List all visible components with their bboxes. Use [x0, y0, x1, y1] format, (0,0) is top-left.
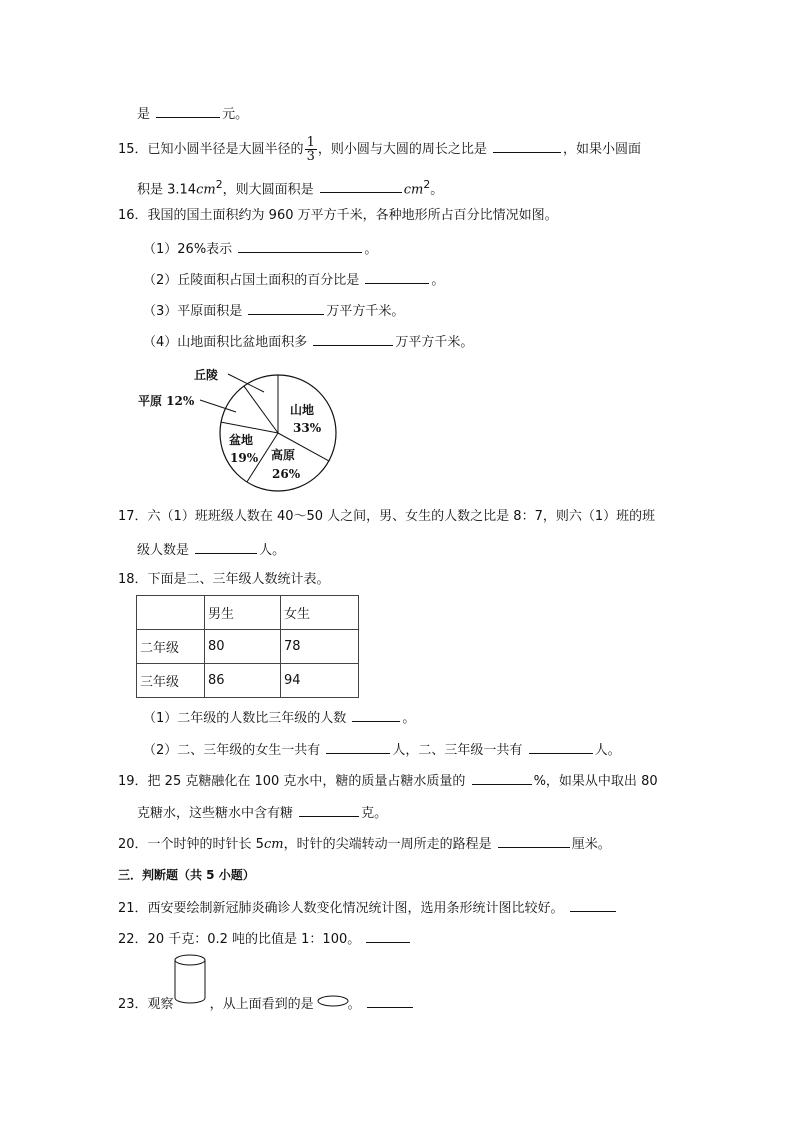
q16-sub2-a: （2）丘陵面积占国土面积的百分比是 — [143, 273, 360, 288]
q16-sub1-a: （1）26%表示 — [143, 242, 233, 257]
q20-number: 20． — [118, 837, 148, 852]
q21-blank[interactable] — [570, 897, 616, 912]
q19-line2 — [137, 802, 387, 824]
q17-number: 17． — [118, 509, 148, 524]
q19-text-b: %，如果从中取出 80 — [533, 774, 658, 789]
q16-blank-1[interactable] — [238, 238, 362, 253]
q18-sub2-b: 人，二、三年级一共有 — [392, 743, 523, 758]
label-plains: 平原 12% — [138, 394, 195, 408]
q15-blank-area[interactable] — [320, 178, 402, 193]
q21-number: 21． — [118, 901, 148, 916]
q15-number: 15． — [118, 142, 148, 157]
q18-blank-3[interactable] — [529, 739, 593, 754]
q21-text: 西安要绘制新冠肺炎确诊人数变化情况统计图，选用条形统计图比较好。 — [147, 901, 564, 916]
q17-text: 六（1）班班级人数在 40～50 人之间，男、女生的人数之比是 8：7，则六（1）班的班 — [147, 509, 656, 524]
table-row — [137, 664, 359, 698]
q15-text-a: 已知小圆半径是大圆半径的 — [147, 142, 304, 157]
q17-line2 — [137, 539, 285, 561]
q15-text-b: ，则小圆与大圆的周长之比是 — [317, 142, 487, 157]
q20-text-c: 厘米。 — [571, 837, 611, 852]
q16-blank-4[interactable] — [313, 331, 393, 346]
table-cell: 80 — [205, 630, 281, 664]
q14-suffix: 元。 — [222, 107, 249, 122]
q18-text: 下面是二、三年级人数统计表。 — [147, 572, 330, 587]
q17-line2-a: 级人数是 — [137, 543, 190, 558]
q18-sub2-c: 人。 — [594, 743, 621, 758]
q16-sub3 — [143, 300, 404, 322]
table-header-cell — [137, 596, 205, 630]
q15-line2 — [137, 175, 443, 200]
q15-end: 。 — [430, 182, 444, 198]
table-header-cell: 女生 — [281, 596, 359, 630]
table-cell: 94 — [281, 664, 359, 698]
q19-blank-2[interactable] — [299, 802, 359, 817]
table-header-row — [137, 596, 359, 630]
label-plateau: 高原 — [271, 448, 296, 462]
cylinder-top — [175, 955, 205, 965]
q18-number: 18． — [118, 572, 148, 587]
q17-line2-b: 人。 — [259, 543, 286, 558]
q16-sub4-a: （4）山地面积比盆地面积多 — [143, 335, 308, 350]
q16-sub2-b: 。 — [431, 273, 445, 288]
q17-blank[interactable] — [195, 539, 257, 554]
grade-stats-table — [136, 595, 359, 698]
q15-sup: 2 — [215, 178, 223, 191]
label-hills: 丘陵 — [194, 368, 219, 382]
q14-blank[interactable] — [156, 103, 220, 118]
q22-text: 20 千克：0.2 吨的比值是 1：100。 — [147, 932, 361, 947]
q20-line1 — [118, 833, 611, 855]
q20-text-a: 一个时钟的时针长 5 — [147, 837, 264, 852]
q16-sub1 — [143, 238, 377, 260]
q20-text-b: ，时针的尖端转动一周所走的路程是 — [283, 837, 492, 852]
table-cell: 78 — [281, 630, 359, 664]
q23-blank[interactable] — [367, 993, 413, 1008]
q18-blank-1[interactable] — [352, 707, 400, 722]
q16-line1 — [118, 206, 558, 226]
table-cell: 86 — [205, 664, 281, 698]
q16-text: 我国的国土面积约为 960 万平方千米，各种地形所占百分比情况如图。 — [147, 208, 558, 223]
q18-sub2 — [143, 739, 621, 761]
q15-line1 — [118, 136, 641, 163]
q18-sub1 — [143, 707, 415, 729]
q23-text-c: 。 — [347, 997, 361, 1012]
label-basin-pct: 19% — [230, 451, 259, 465]
q15-sup2: 2 — [423, 178, 431, 191]
q16-sub1-b: 。 — [364, 242, 378, 257]
section-3-title: 三．判断题（共 5 小题） — [118, 868, 255, 882]
q18-blank-2[interactable] — [326, 739, 390, 754]
q23-text-a: 观察 — [147, 997, 174, 1012]
q18-sub2-a: （2）二、三年级的女生一共有 — [143, 743, 321, 758]
q16-sub2 — [143, 269, 444, 291]
q18-sub1-b: 。 — [402, 711, 416, 726]
label-plateau-pct: 26% — [272, 467, 301, 481]
q18-sub1-a: （1）二年级的人数比三年级的人数 — [143, 711, 347, 726]
label-mountain: 山地 — [290, 403, 315, 417]
q20-blank[interactable] — [498, 833, 570, 848]
q15-frac-den: 3 — [306, 149, 315, 164]
q22-blank[interactable] — [366, 928, 410, 943]
q16-sub3-a: （3）平原面积是 — [143, 304, 243, 319]
q15-fraction — [305, 136, 317, 163]
q15-text-c: ，如果小圆面 — [563, 142, 642, 157]
q22-number: 22． — [118, 932, 148, 947]
q22-line1 — [118, 928, 412, 950]
q16-number: 16． — [118, 208, 148, 223]
q20-unit: cm — [263, 837, 284, 852]
table-header-cell: 男生 — [205, 596, 281, 630]
q16-sub3-b: 万平方千米。 — [326, 304, 405, 319]
q18-line1 — [118, 570, 330, 590]
q23-number: 23． — [118, 997, 148, 1012]
table-cell: 三年级 — [137, 664, 205, 698]
q21-line1 — [118, 897, 618, 919]
q16-sub4-b: 万平方千米。 — [395, 335, 474, 350]
q15-unit2: cm — [403, 182, 424, 198]
q17-line1 — [118, 507, 655, 527]
q15-blank-ratio[interactable] — [493, 138, 561, 153]
q16-sub4 — [143, 331, 473, 353]
q15-unit: cm — [196, 182, 216, 198]
q19-line2-a: 克糖水，这些糖水中含有糖 — [137, 806, 294, 821]
label-mountain-pct: 33% — [293, 421, 322, 435]
q15-frac-num: 1 — [306, 135, 315, 150]
q19-number: 19． — [118, 774, 148, 789]
q19-text-a: 把 25 克糖融化在 100 克水中，糖的质量占糖水质量的 — [147, 774, 466, 789]
q16-blank-2[interactable] — [365, 269, 429, 284]
q19-line1 — [118, 770, 658, 792]
table-row — [137, 630, 359, 664]
terrain-pie-chart — [136, 362, 341, 497]
table-cell: 二年级 — [137, 630, 205, 664]
q19-blank-1[interactable] — [472, 770, 532, 785]
q23-text-b: ，从上面看到的是 — [209, 997, 314, 1012]
q16-blank-3[interactable] — [248, 300, 324, 315]
q14-tail — [137, 103, 248, 125]
q23-line1 — [118, 993, 415, 1015]
q15-line2-b: ，则大圆面积是 — [222, 182, 314, 198]
q14-prefix: 是 — [137, 107, 151, 122]
label-basin: 盆地 — [229, 433, 254, 447]
q19-line2-b: 克。 — [361, 806, 388, 821]
q15-line2-a: 积是 3.14 — [137, 182, 197, 198]
